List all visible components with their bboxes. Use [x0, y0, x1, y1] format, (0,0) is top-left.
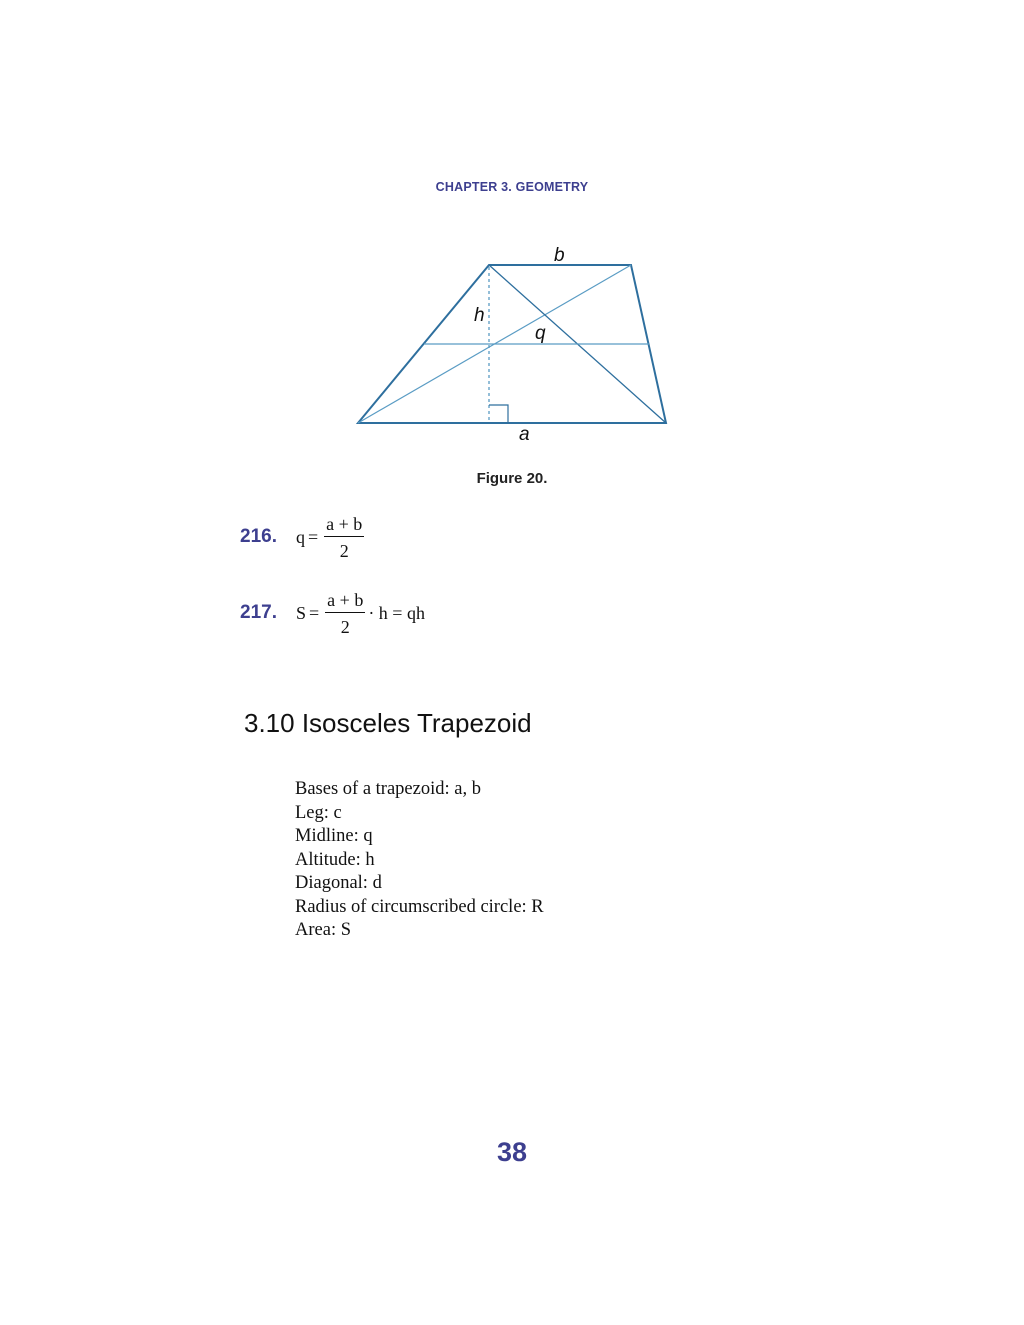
definition-item: Radius of circumscribed circle: R — [295, 896, 544, 917]
definition-item: Midline: q — [295, 826, 373, 846]
definition-item: Bases of a trapezoid: a, b — [295, 779, 481, 799]
definition-item: Area: S — [295, 920, 351, 940]
formula-216 — [240, 515, 367, 559]
numerator: a + b — [325, 591, 365, 613]
formula-number: 217. — [240, 602, 277, 623]
equals-sign: = — [309, 602, 320, 623]
label-b: b — [554, 245, 565, 266]
formula-number: 216. — [240, 526, 277, 547]
label-a: a — [519, 424, 530, 445]
denominator: 2 — [339, 540, 349, 561]
definitions-list — [295, 778, 544, 943]
label-h: h — [474, 305, 485, 326]
fraction — [325, 591, 365, 636]
definition-item: Diagonal: d — [295, 873, 382, 893]
formula-lhs: q — [296, 526, 305, 547]
page-number: 38 — [496, 1137, 528, 1167]
formula-body — [296, 591, 425, 636]
fraction — [324, 515, 364, 560]
numerator: a + b — [324, 515, 364, 537]
label-q: q — [535, 323, 546, 344]
right-angle-marker — [489, 405, 508, 423]
figure-caption: Figure 20. — [476, 470, 548, 487]
equals-sign: = — [308, 526, 319, 547]
formula-tail: · h = qh — [368, 602, 425, 623]
formula-217 — [240, 591, 425, 635]
denominator: 2 — [340, 616, 350, 637]
section-title: 3.10 Isosceles Trapezoid — [244, 708, 532, 738]
formula-body — [296, 515, 367, 560]
chapter-header: CHAPTER 3. GEOMETRY — [435, 180, 589, 194]
definition-item: Altitude: h — [295, 849, 375, 870]
formula-lhs: S — [296, 602, 307, 623]
definition-item: Leg: c — [295, 802, 342, 823]
